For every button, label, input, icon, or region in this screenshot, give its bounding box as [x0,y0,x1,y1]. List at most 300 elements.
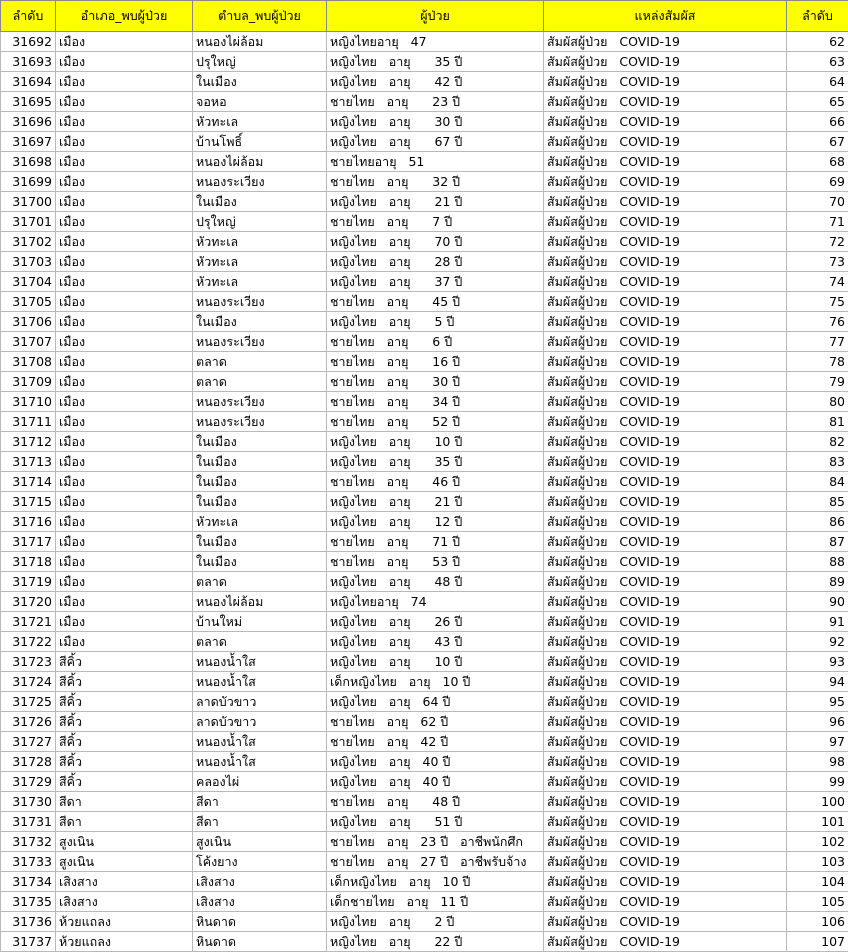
table-row [1,232,848,252]
cell-contact-source: สัมผัสผู้ป่วย COVID-19 [544,472,787,492]
cell-case-number: 31732 [1,832,56,852]
cell-contact-source: สัมผัสผู้ป่วย COVID-19 [544,92,787,112]
cell-district: เมือง [56,572,193,592]
cell-subdistrict: คลองไผ่ [193,772,327,792]
cell-district: เมือง [56,92,193,112]
cell-patient: หญิงไทย อายุ 5 ปี [327,312,544,332]
cell-contact-source: สัมผัสผู้ป่วย COVID-19 [544,652,787,672]
cell-patient: หญิงไทย อายุ 48 ปี [327,572,544,592]
header-row [1,1,848,32]
cell-subdistrict: หินดาด [193,932,327,952]
cell-patient: หญิงไทย อายุ 21 ปี [327,492,544,512]
cell-patient: ชายไทยอายุ 51 [327,152,544,172]
cell-patient: ชายไทย อายุ 23 ปี [327,92,544,112]
cell-contact-source: สัมผัสผู้ป่วย COVID-19 [544,212,787,232]
cell-patient: ชายไทย อายุ 52 ปี [327,412,544,432]
cell-case-number: 31693 [1,52,56,72]
cell-contact-source: สัมผัสผู้ป่วย COVID-19 [544,872,787,892]
cell-contact-source: สัมผัสผู้ป่วย COVID-19 [544,612,787,632]
cell-sequence: 65 [787,92,848,112]
cell-contact-source: สัมผัสผู้ป่วย COVID-19 [544,672,787,692]
cell-district: เมือง [56,392,193,412]
cell-case-number: 31701 [1,212,56,232]
cell-contact-source: สัมผัสผู้ป่วย COVID-19 [544,932,787,952]
cell-contact-source: สัมผัสผู้ป่วย COVID-19 [544,732,787,752]
cell-district: เมือง [56,492,193,512]
cell-sequence: 64 [787,72,848,92]
cell-subdistrict: หนองระเวียง [193,392,327,412]
cell-contact-source: สัมผัสผู้ป่วย COVID-19 [544,332,787,352]
cell-district: เมือง [56,552,193,572]
cell-district: เมือง [56,332,193,352]
cell-contact-source: สัมผัสผู้ป่วย COVID-19 [544,632,787,652]
cell-contact-source: สัมผัสผู้ป่วย COVID-19 [544,692,787,712]
cell-district: เมือง [56,452,193,472]
table-row [1,552,848,572]
table-row [1,612,848,632]
cell-case-number: 31702 [1,232,56,252]
cell-subdistrict: จอหอ [193,92,327,112]
cell-contact-source: สัมผัสผู้ป่วย COVID-19 [544,32,787,52]
cell-district: สูงเนิน [56,852,193,872]
cell-subdistrict: หนองระเวียง [193,332,327,352]
cell-patient: ชายไทย อายุ 71 ปี [327,532,544,552]
cell-case-number: 31728 [1,752,56,772]
cell-case-number: 31716 [1,512,56,532]
cell-case-number: 31724 [1,672,56,692]
cell-subdistrict: ลาดบัวขาว [193,692,327,712]
cell-contact-source: สัมผัสผู้ป่วย COVID-19 [544,412,787,432]
table-row [1,192,848,212]
cell-subdistrict: ในเมือง [193,432,327,452]
cell-case-number: 31714 [1,472,56,492]
cell-sequence: 77 [787,332,848,352]
cell-subdistrict: ตลาด [193,632,327,652]
cell-contact-source: สัมผัสผู้ป่วย COVID-19 [544,772,787,792]
cell-contact-source: สัมผัสผู้ป่วย COVID-19 [544,52,787,72]
cell-patient: ชายไทย อายุ 42 ปี [327,732,544,752]
cell-case-number: 31710 [1,392,56,412]
cell-sequence: 87 [787,532,848,552]
cell-case-number: 31692 [1,32,56,52]
cell-contact-source: สัมผัสผู้ป่วย COVID-19 [544,812,787,832]
cell-case-number: 31737 [1,932,56,952]
cell-sequence: 94 [787,672,848,692]
cell-subdistrict: ปรุใหญ่ [193,52,327,72]
cell-subdistrict: ตลาด [193,572,327,592]
cell-district: เมือง [56,32,193,52]
cell-case-number: 31703 [1,252,56,272]
cell-contact-source: สัมผัสผู้ป่วย COVID-19 [544,752,787,772]
header-subdistrict: ตำบล_พบผู้ป่วย [193,1,327,32]
cell-district: สีคิ้ว [56,652,193,672]
cell-sequence: 75 [787,292,848,312]
cell-district: เมือง [56,72,193,92]
cell-case-number: 31704 [1,272,56,292]
cell-patient: ชายไทย อายุ 7 ปี [327,212,544,232]
table-row [1,932,848,952]
table-row [1,412,848,432]
cell-subdistrict: ในเมือง [193,492,327,512]
cell-subdistrict: หัวทะเล [193,112,327,132]
cell-district: เมือง [56,292,193,312]
cell-sequence: 107 [787,932,848,952]
cell-contact-source: สัมผัสผู้ป่วย COVID-19 [544,512,787,532]
cell-sequence: 102 [787,832,848,852]
cell-contact-source: สัมผัสผู้ป่วย COVID-19 [544,572,787,592]
cell-district: เมือง [56,192,193,212]
cell-sequence: 105 [787,892,848,912]
cell-sequence: 91 [787,612,848,632]
table-row [1,272,848,292]
cell-sequence: 103 [787,852,848,872]
table-row [1,652,848,672]
header-patient: ผู้ป่วย [327,1,544,32]
cell-patient: ชายไทย อายุ 46 ปี [327,472,544,492]
cell-case-number: 31730 [1,792,56,812]
cell-sequence: 72 [787,232,848,252]
cell-patient: ชายไทย อายุ 23 ปี อาชีพนักศึก [327,832,544,852]
cell-sequence: 106 [787,912,848,932]
cell-contact-source: สัมผัสผู้ป่วย COVID-19 [544,132,787,152]
table-row [1,172,848,192]
cell-sequence: 69 [787,172,848,192]
cell-district: สีดา [56,812,193,832]
cell-district: สีคิ้ว [56,732,193,752]
cell-district: เสิงสาง [56,872,193,892]
cell-case-number: 31723 [1,652,56,672]
cell-patient: หญิงไทย อายุ 43 ปี [327,632,544,652]
table-row [1,472,848,492]
cell-case-number: 31717 [1,532,56,552]
cell-subdistrict: ในเมือง [193,532,327,552]
cell-case-number: 31725 [1,692,56,712]
table-row [1,112,848,132]
cell-sequence: 74 [787,272,848,292]
table-row [1,512,848,532]
cell-contact-source: สัมผัสผู้ป่วย COVID-19 [544,232,787,252]
cell-sequence: 81 [787,412,848,432]
cell-case-number: 31709 [1,372,56,392]
cell-case-number: 31706 [1,312,56,332]
cell-contact-source: สัมผัสผู้ป่วย COVID-19 [544,252,787,272]
cell-sequence: 85 [787,492,848,512]
cell-patient: หญิงไทยอายุ 47 [327,32,544,52]
cell-patient: ชายไทย อายุ 6 ปี [327,332,544,352]
cell-sequence: 73 [787,252,848,272]
cell-case-number: 31722 [1,632,56,652]
cell-sequence: 98 [787,752,848,772]
cell-subdistrict: เสิงสาง [193,892,327,912]
table-row [1,452,848,472]
cell-subdistrict: สีดา [193,812,327,832]
cell-patient: หญิงไทย อายุ 40 ปี [327,772,544,792]
cell-subdistrict: ลาดบัวขาว [193,712,327,732]
table-row [1,292,848,312]
cell-contact-source: สัมผัสผู้ป่วย COVID-19 [544,532,787,552]
table-row [1,152,848,172]
table-row [1,332,848,352]
cell-case-number: 31726 [1,712,56,732]
cell-contact-source: สัมผัสผู้ป่วย COVID-19 [544,792,787,812]
cell-subdistrict: หัวทะเล [193,232,327,252]
cell-subdistrict: ในเมือง [193,312,327,332]
header-case-number: ลำดับ [1,1,56,32]
cell-patient: ชายไทย อายุ 53 ปี [327,552,544,572]
cell-sequence: 95 [787,692,848,712]
cell-district: เมือง [56,152,193,172]
cell-subdistrict: สูงเนิน [193,832,327,852]
table-row [1,32,848,52]
cell-patient: หญิงไทย อายุ 42 ปี [327,72,544,92]
table-row [1,252,848,272]
cell-district: สีคิ้ว [56,692,193,712]
cell-subdistrict: หนองน้ำใส [193,732,327,752]
cell-contact-source: สัมผัสผู้ป่วย COVID-19 [544,372,787,392]
table-row [1,692,848,712]
table-row [1,632,848,652]
cell-patient: ชายไทย อายุ 34 ปี [327,392,544,412]
table-row [1,212,848,232]
cell-contact-source: สัมผัสผู้ป่วย COVID-19 [544,312,787,332]
table-row [1,832,848,852]
cell-case-number: 31720 [1,592,56,612]
cell-subdistrict: หนองไผ่ล้อม [193,152,327,172]
cell-subdistrict: โค้งยาง [193,852,327,872]
table-row [1,892,848,912]
cell-case-number: 31712 [1,432,56,452]
cell-sequence: 71 [787,212,848,232]
cell-patient: หญิงไทยอายุ 74 [327,592,544,612]
header-contact-source: แหล่งสัมผัส [544,1,787,32]
cell-subdistrict: ในเมือง [193,452,327,472]
cell-case-number: 31694 [1,72,56,92]
cell-subdistrict: ปรุใหญ่ [193,212,327,232]
cell-sequence: 97 [787,732,848,752]
cell-sequence: 80 [787,392,848,412]
cell-contact-source: สัมผัสผู้ป่วย COVID-19 [544,152,787,172]
cell-subdistrict: ตลาด [193,372,327,392]
cell-sequence: 90 [787,592,848,612]
cell-district: ห้วยแถลง [56,932,193,952]
cell-district: เสิงสาง [56,892,193,912]
cell-patient: หญิงไทย อายุ 26 ปี [327,612,544,632]
cell-contact-source: สัมผัสผู้ป่วย COVID-19 [544,892,787,912]
cell-sequence: 86 [787,512,848,532]
table-row [1,772,848,792]
cell-district: เมือง [56,172,193,192]
cell-patient: ชายไทย อายุ 45 ปี [327,292,544,312]
cell-contact-source: สัมผัสผู้ป่วย COVID-19 [544,712,787,732]
cell-patient: หญิงไทย อายุ 35 ปี [327,452,544,472]
cell-contact-source: สัมผัสผู้ป่วย COVID-19 [544,112,787,132]
cell-subdistrict: หนองน้ำใส [193,652,327,672]
table-row [1,572,848,592]
cell-subdistrict: ในเมือง [193,72,327,92]
cell-district: เมือง [56,512,193,532]
cell-contact-source: สัมผัสผู้ป่วย COVID-19 [544,392,787,412]
cell-patient: ชายไทย อายุ 16 ปี [327,352,544,372]
cell-sequence: 100 [787,792,848,812]
cell-contact-source: สัมผัสผู้ป่วย COVID-19 [544,272,787,292]
cell-sequence: 66 [787,112,848,132]
cell-contact-source: สัมผัสผู้ป่วย COVID-19 [544,172,787,192]
cell-district: สีคิ้ว [56,772,193,792]
cell-sequence: 89 [787,572,848,592]
cell-district: เมือง [56,412,193,432]
cell-patient: หญิงไทย อายุ 28 ปี [327,252,544,272]
cell-case-number: 31695 [1,92,56,112]
cell-district: สีคิ้ว [56,672,193,692]
table-row [1,672,848,692]
table-row [1,812,848,832]
cell-subdistrict: เสิงสาง [193,872,327,892]
cell-district: ห้วยแถลง [56,912,193,932]
cell-case-number: 31718 [1,552,56,572]
cell-patient: หญิงไทย อายุ 64 ปี [327,692,544,712]
cell-patient: หญิงไทย อายุ 22 ปี [327,932,544,952]
cell-contact-source: สัมผัสผู้ป่วย COVID-19 [544,592,787,612]
table-row [1,392,848,412]
cell-patient: เด็กหญิงไทย อายุ 10 ปี [327,872,544,892]
cell-subdistrict: หนองระเวียง [193,292,327,312]
cell-contact-source: สัมผัสผู้ป่วย COVID-19 [544,852,787,872]
cell-district: เมือง [56,52,193,72]
cell-contact-source: สัมผัสผู้ป่วย COVID-19 [544,352,787,372]
cell-subdistrict: ในเมือง [193,192,327,212]
cell-subdistrict: ตลาด [193,352,327,372]
cell-patient: หญิงไทย อายุ 30 ปี [327,112,544,132]
table-row [1,312,848,332]
cell-case-number: 31699 [1,172,56,192]
cell-case-number: 31696 [1,112,56,132]
cell-patient: ชายไทย อายุ 30 ปี [327,372,544,392]
cell-sequence: 63 [787,52,848,72]
table-row [1,372,848,392]
cell-patient: เด็กชายไทย อายุ 11 ปี [327,892,544,912]
cell-patient: ชายไทย อายุ 48 ปี [327,792,544,812]
cell-patient: เด็กหญิงไทย อายุ 10 ปี [327,672,544,692]
cell-patient: หญิงไทย อายุ 51 ปี [327,812,544,832]
table-row [1,792,848,812]
cell-patient: หญิงไทย อายุ 12 ปี [327,512,544,532]
cell-contact-source: สัมผัสผู้ป่วย COVID-19 [544,432,787,452]
cell-district: เมือง [56,252,193,272]
cell-district: เมือง [56,612,193,632]
cell-subdistrict: หนองระเวียง [193,172,327,192]
table-body [1,32,848,952]
cell-contact-source: สัมผัสผู้ป่วย COVID-19 [544,292,787,312]
cell-patient: หญิงไทย อายุ 10 ปี [327,652,544,672]
cell-case-number: 31734 [1,872,56,892]
cell-subdistrict: หนองไผ่ล้อม [193,592,327,612]
cell-district: เมือง [56,532,193,552]
cell-district: เมือง [56,272,193,292]
table-row [1,72,848,92]
header-district: อำเภอ_พบผู้ป่วย [56,1,193,32]
cell-sequence: 84 [787,472,848,492]
cell-district: เมือง [56,132,193,152]
cell-sequence: 93 [787,652,848,672]
cell-district: สูงเนิน [56,832,193,852]
cell-contact-source: สัมผัสผู้ป่วย COVID-19 [544,192,787,212]
cell-patient: หญิงไทย อายุ 67 ปี [327,132,544,152]
table-row [1,852,848,872]
cell-contact-source: สัมผัสผู้ป่วย COVID-19 [544,832,787,852]
cell-subdistrict: หนองน้ำใส [193,672,327,692]
cell-district: สีคิ้ว [56,712,193,732]
cell-sequence: 67 [787,132,848,152]
cell-district: เมือง [56,212,193,232]
cell-patient: ชายไทย อายุ 27 ปี อาชีพรับจ้าง [327,852,544,872]
table-row [1,872,848,892]
cell-sequence: 96 [787,712,848,732]
cell-case-number: 31707 [1,332,56,352]
cell-sequence: 68 [787,152,848,172]
cell-sequence: 99 [787,772,848,792]
cell-case-number: 31733 [1,852,56,872]
cell-case-number: 31715 [1,492,56,512]
cell-district: เมือง [56,472,193,492]
cell-district: เมือง [56,592,193,612]
cell-case-number: 31705 [1,292,56,312]
table-row [1,52,848,72]
cell-subdistrict: หนองไผ่ล้อม [193,32,327,52]
cell-case-number: 31708 [1,352,56,372]
cell-contact-source: สัมผัสผู้ป่วย COVID-19 [544,452,787,472]
table-row [1,352,848,372]
cell-patient: หญิงไทย อายุ 10 ปี [327,432,544,452]
cell-patient: หญิงไทย อายุ 70 ปี [327,232,544,252]
table-row [1,752,848,772]
cell-subdistrict: ในเมือง [193,552,327,572]
cell-patient: หญิงไทย อายุ 37 ปี [327,272,544,292]
cell-case-number: 31698 [1,152,56,172]
cell-sequence: 83 [787,452,848,472]
cell-sequence: 76 [787,312,848,332]
cell-sequence: 104 [787,872,848,892]
cell-patient: หญิงไทย อายุ 2 ปี [327,912,544,932]
cell-contact-source: สัมผัสผู้ป่วย COVID-19 [544,552,787,572]
cell-patient: หญิงไทย อายุ 35 ปี [327,52,544,72]
cell-contact-source: สัมผัสผู้ป่วย COVID-19 [544,492,787,512]
cell-sequence: 88 [787,552,848,572]
cell-case-number: 31736 [1,912,56,932]
table-row [1,592,848,612]
table-row [1,492,848,512]
cell-case-number: 31731 [1,812,56,832]
cell-subdistrict: หัวทะเล [193,512,327,532]
cell-contact-source: สัมผัสผู้ป่วย COVID-19 [544,912,787,932]
cell-district: เมือง [56,112,193,132]
cell-sequence: 79 [787,372,848,392]
cell-case-number: 31697 [1,132,56,152]
cell-district: เมือง [56,372,193,392]
cell-subdistrict: ในเมือง [193,472,327,492]
cell-case-number: 31721 [1,612,56,632]
cell-patient: หญิงไทย อายุ 21 ปี [327,192,544,212]
table-row [1,712,848,732]
table-row [1,732,848,752]
cell-subdistrict: สีดา [193,792,327,812]
cell-case-number: 31719 [1,572,56,592]
cell-district: เมือง [56,632,193,652]
cell-subdistrict: หินดาด [193,912,327,932]
table-row [1,532,848,552]
table-row [1,132,848,152]
cell-district: เมือง [56,432,193,452]
cell-sequence: 70 [787,192,848,212]
